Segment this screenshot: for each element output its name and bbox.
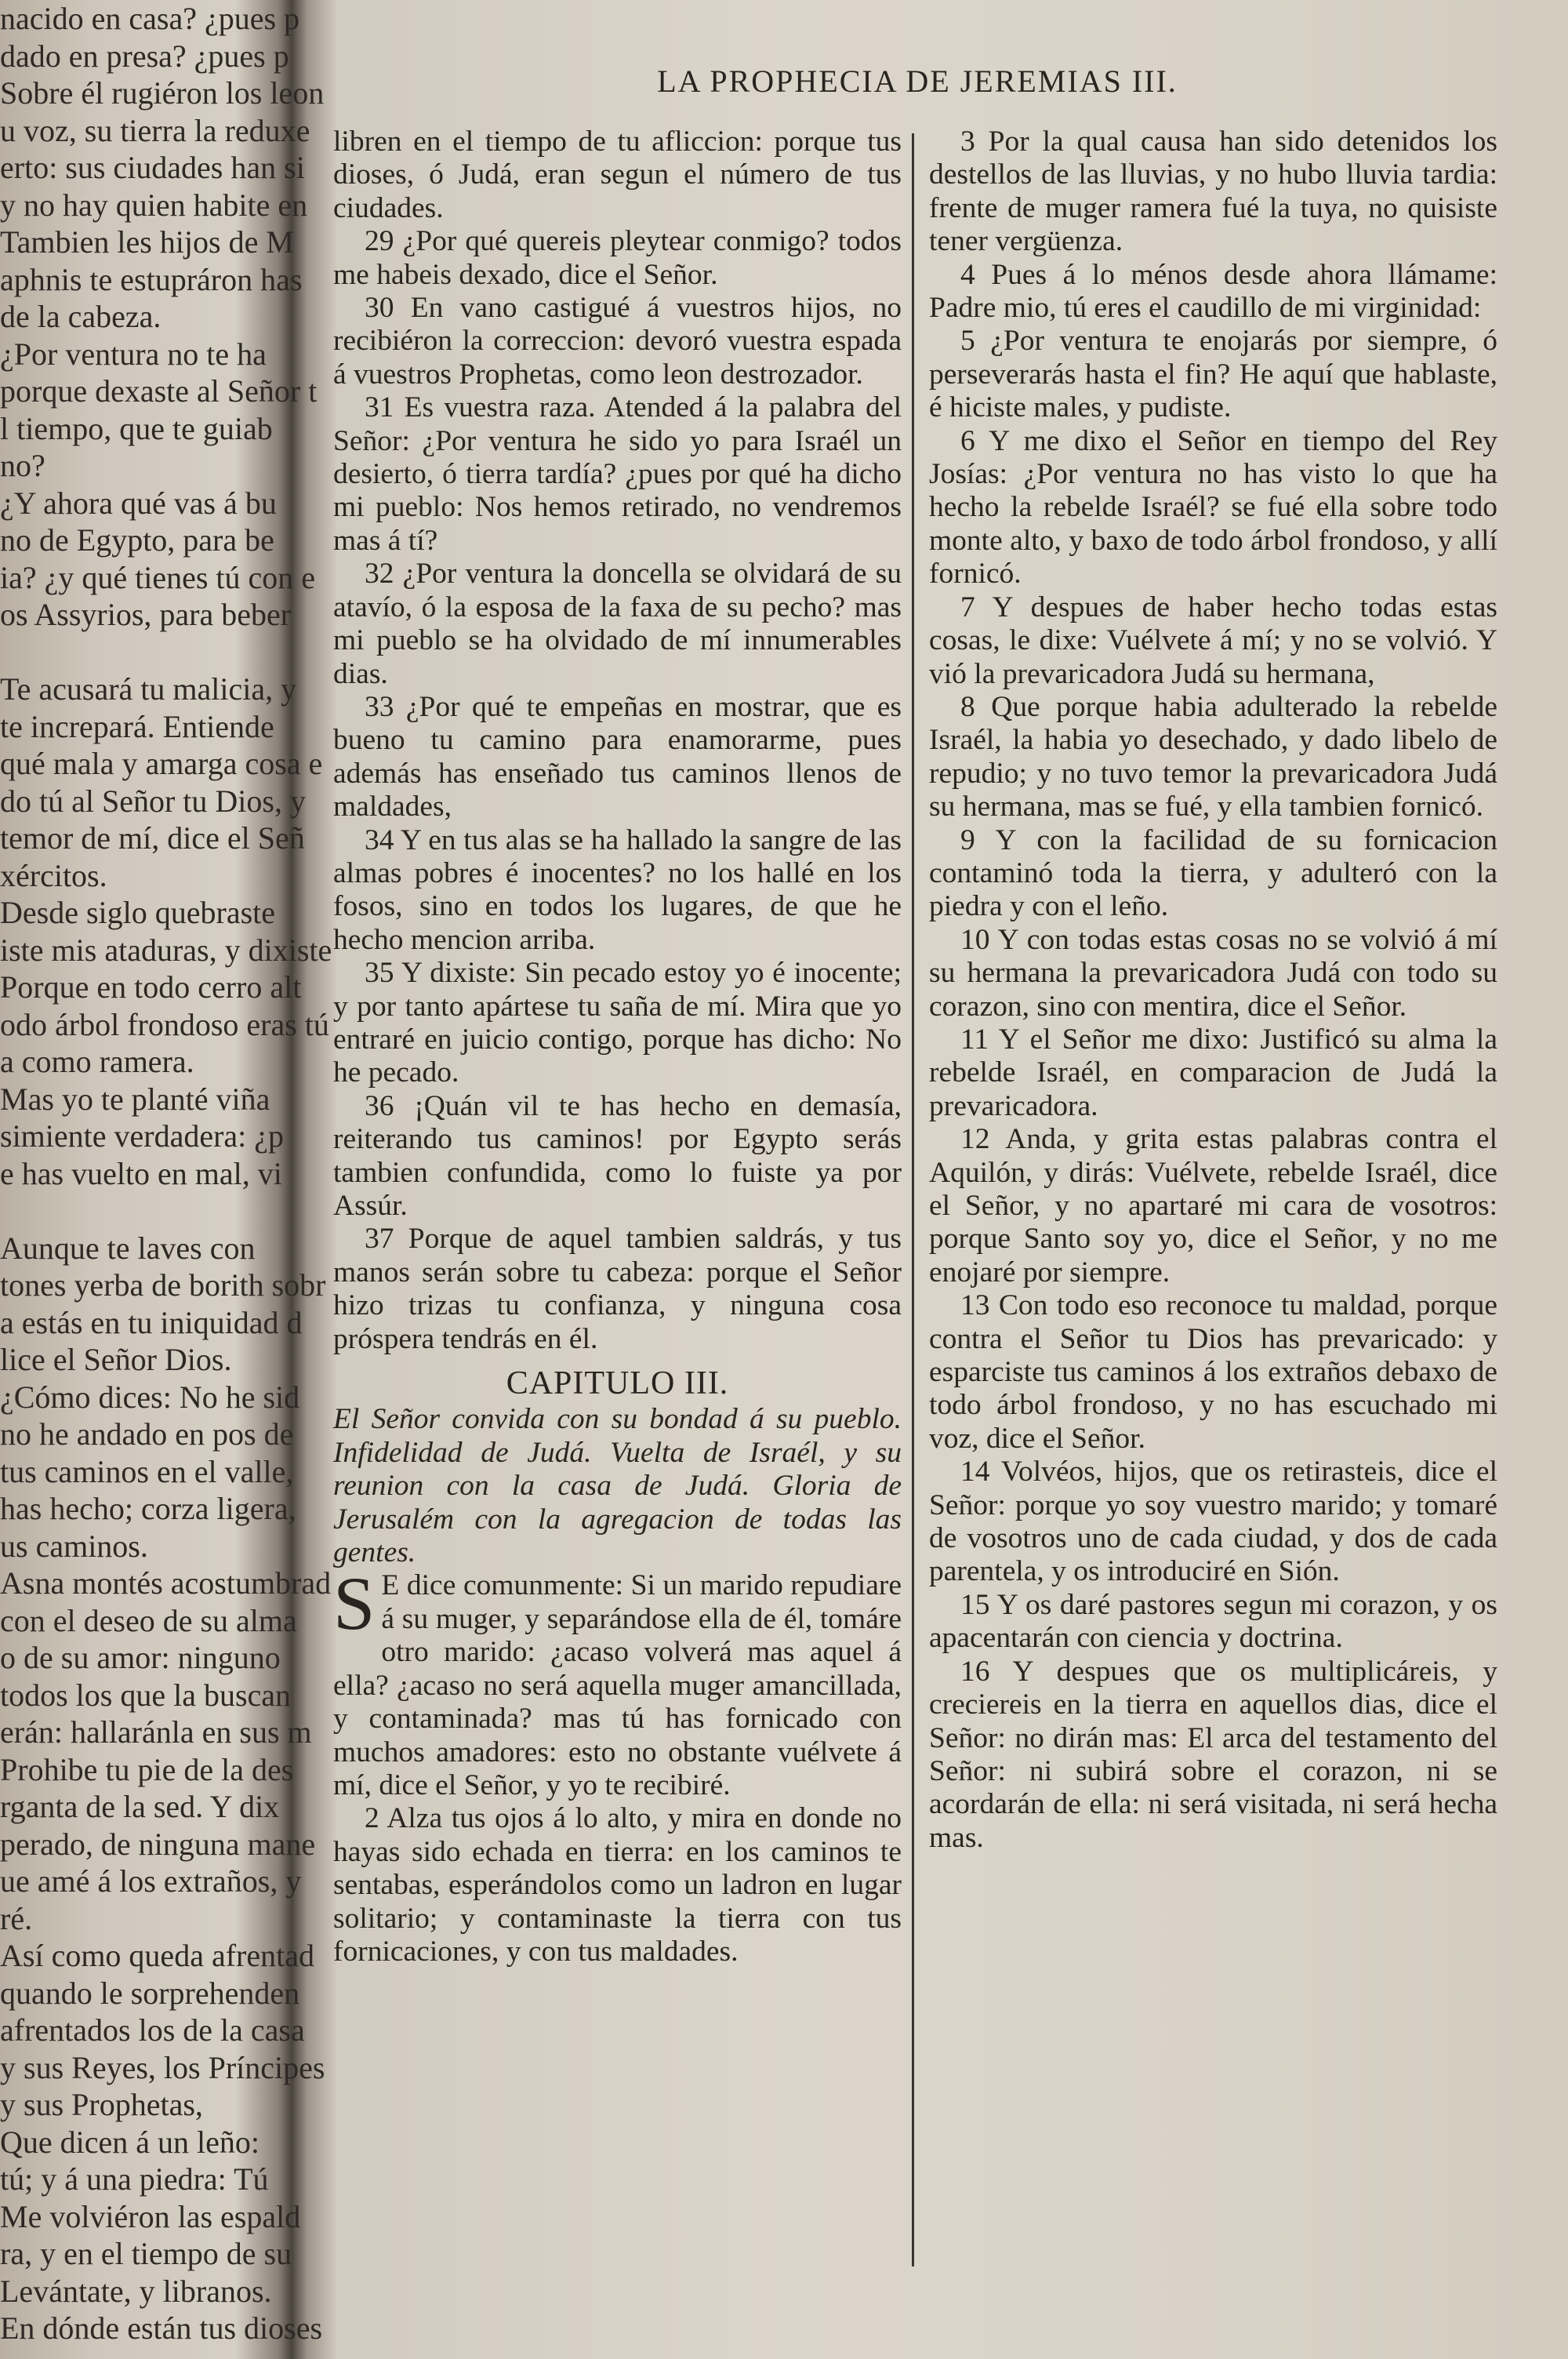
facing-page-line: xércitos. (0, 857, 107, 893)
facing-page-line: has hecho; corza ligera, (0, 1491, 296, 1526)
facing-page-line: ré. (0, 1900, 33, 1936)
facing-page-line: afrentados los de la casa (0, 2012, 305, 2048)
facing-page-line: ¿Por ventura no te ha (0, 336, 267, 372)
chapter-summary: El Señor convida con su bondad á su pueblo. Infidelidad de Judá. Vuelta de Israél, y su reunion con la casa de Judá. Gloria de Jerusalém con la agregacion de todas las gentes. (333, 1403, 902, 1569)
facing-page-line: te increpará. Entiende (0, 708, 274, 744)
verse: 4 Pues á lo ménos desde ahora llámame: Padre mio, tú eres el caudillo de mi virginidad: (929, 258, 1497, 325)
right-column (929, 125, 1497, 1855)
facing-page-line: Te acusará tu malicia, y (0, 671, 297, 707)
opening-text: libren en el tiempo de tu afliccion: porque tus dioses, ó Judá, eran segun el número de tus ciudades. (333, 125, 902, 224)
facing-page-line: odo árbol frondoso eras tú (0, 1006, 329, 1042)
facing-page-line: ue amé á los extraños, y (0, 1863, 302, 1899)
verse: 14 Volvéos, hijos, que os retirasteis, dice el Señor: porque yo soy vuestro marido; y tomaré de vosotros uno de cada ciudad, y dos de cada parentela, y os introduciré en Sión. (929, 1456, 1497, 1588)
facing-page-line: y no hay quien habite en (0, 187, 308, 223)
facing-page-line: con el deseo de su alma (0, 1602, 297, 1638)
facing-page-line: o de su amor: ninguno (0, 1640, 281, 1675)
running-header: LA PROPHECIA DE JEREMIAS III. (657, 64, 1178, 99)
verse: 29 ¿Por qué quereis pleytear conmigo? todos me habeis dexado, dice el Señor. (333, 225, 902, 291)
verse: 35 Y dixiste: Sin pecado estoy yo é inocente; y por tanto apártese tu saña de mí. Mira que yo entraré en juicio contigo, porque has dicho: No he pecado. (333, 957, 902, 1089)
facing-page-line: lice el Señor Dios. (0, 1342, 232, 1377)
column-divider (912, 133, 914, 2266)
facing-page-line: de la cabeza. (0, 299, 162, 334)
facing-page-line: porque dexaste al Señor t (0, 373, 318, 409)
verse-2: 2 Alza tus ojos á lo alto, y mira en donde no hayas sido echada en tierra: en los caminos te sentabas, esperándolos como un ladron en lugar solitario; y contaminaste la tierra con tus fornicaciones, y con tus maldades. (333, 1802, 902, 1968)
verse-1 (333, 1561, 902, 1802)
facing-page-line: qué mala y amarga cosa e (0, 746, 323, 781)
facing-page-line: tus caminos en el valle, (0, 1453, 294, 1489)
facing-page-line: rganta de la sed. Y dix (0, 1789, 280, 1824)
facing-page-line: Desde siglo quebraste (0, 895, 276, 930)
facing-page-line: En dónde están tus dioses (0, 2310, 323, 2346)
facing-page-line: e has vuelto en mal, vi (0, 1155, 282, 1191)
verse: 13 Con todo eso reconoce tu maldad, porque contra el Señor tu Dios has prevaricado: y esparciste tus caminos á los extraños debaxo de todo árbol frondoso, y no has escuchado mi voz, dice el Señor. (929, 1289, 1497, 1455)
verse: 12 Anda, y grita estas palabras contra el Aquilón, y dirás: Vuélvete, rebelde Israél, dice el Señor, y no apartaré mi cara de vosotros: porque Santo soy yo, dice el Señor, y no me enojaré por siempre. (929, 1123, 1497, 1289)
verse: 32 ¿Por ventura la doncella se olvidará de su atavío, ó la esposa de la faxa de su pecho? mas mi pueblo se ha olvidado de mí innumerables dias. (333, 558, 902, 690)
facing-page-line: Levántate, y libranos. (0, 2273, 272, 2309)
facing-page-line: os Assyrios, para beber (0, 597, 292, 632)
facing-page-line: ¿Cómo dices: No he sid (0, 1379, 300, 1415)
facing-page-line: l tiempo, que te guiab (0, 410, 273, 446)
facing-page-line: Asna montés acostumbrad (0, 1565, 332, 1601)
facing-page-line: aphnis te estupráron has (0, 261, 303, 297)
drop-cap: S (333, 1561, 376, 1646)
facing-page-line: Aunque te laves con (0, 1230, 256, 1266)
facing-page-line: quando le sorprehenden (0, 1975, 300, 2011)
facing-page-line: perado, de ninguna mane (0, 1826, 316, 1862)
verse: 7 Y despues de haber hecho todas estas cosas, le dixe: Vuélvete á mí; y no se volvió. Y vió la prevaricadora Judá su hermana, (929, 591, 1497, 690)
facing-page-line: do tú al Señor tu Dios, y (0, 783, 306, 819)
facing-page-line: ¿Y ahora qué vas á bu (0, 485, 277, 521)
facing-page-line (0, 634, 274, 671)
facing-page-line: tones yerba de borith sobr (0, 1267, 326, 1303)
verse-1-text: E dice comunmente: Si un marido repudiare á su muger, y separándose ella de él, tomáre otro marido: ¿acaso volverá mas aquel á ella? ¿acaso no será aquella muger amancillada, y contaminada? mas tú has fornicado con muchos amadores: esto no obstante vuélvete á mí, dice el Señor, y yo te recibiré. (333, 1569, 902, 1801)
verse: 31 Es vuestra raza. Atended á la palabra del Señor: ¿Por ventura he sido yo para Israél un desierto, ó tierra tardía? ¿pues por qué ha dicho mi pueblo: Nos hemos retirado, no vendremos mas á tí? (333, 391, 902, 557)
verse: 30 En vano castigué á vuestros hijos, no recibiéron la correccion: devoró vuestra espada á vuestros Prophetas, como leon destrozador. (333, 292, 902, 391)
facing-page-line: erán: hallaránla en sus m (0, 1714, 312, 1750)
facing-page-line: dado en presa? ¿pues p (0, 38, 289, 74)
verse: 15 Y os daré pastores segun mi corazon, y os apacentarán con ciencia y doctrina. (929, 1588, 1497, 1655)
facing-page-line: no he andado en pos de (0, 1416, 294, 1452)
facing-page-line: Tambien les hijos de M (0, 224, 294, 260)
facing-page-line: no? (0, 448, 45, 483)
facing-page-line: nacido en casa? ¿pues p (0, 1, 300, 36)
verse: 8 Que porque habia adulterado la rebelde Israél, la habia yo desechado, y dado libelo de repudio; y no tuvo temor la prevaricadora Judá su hermana, mas se fué, y ella tambien fornicó. (929, 690, 1497, 823)
facing-page-line: Sobre él rugiéron los leon (0, 75, 325, 111)
facing-page-line: Mas yo te planté viña (0, 1081, 270, 1117)
verse: 5 ¿Por ventura te enojarás por siempre, ó perseverarás hasta el fin? He aquí que hablaste, é hiciste males, y pudiste. (929, 325, 1497, 424)
facing-page-line: u voz, su tierra la reduxe (0, 112, 310, 148)
facing-page-line: Me volviéron las espald (0, 2198, 301, 2234)
verses-list (333, 225, 902, 1356)
facing-page-line: a estás en tu iniquidad d (0, 1304, 303, 1340)
verse: 37 Porque de aquel tambien saldrás, y tus manos serán sobre tu cabeza: porque el Señor hizo trizas tu confianza, y ninguna cosa próspera tendrás en él. (333, 1223, 902, 1355)
facing-page-line: simiente verdadera: ¿p (0, 1118, 285, 1154)
left-column (333, 125, 902, 1968)
verse: 33 ¿Por qué te empeñas en mostrar, que es bueno tu camino para enamorarme, pues además has enseñado tus caminos llenos de maldades, (333, 690, 902, 823)
verse: 10 Y con todas estas cosas no se volvió á mí su hermana la prevaricadora Judá con todo su corazon, sino con mentira, dice el Señor. (929, 923, 1497, 1023)
verse: 9 Y con la facilidad de su fornicacion contaminó toda la tierra, y adulteró con la piedra y con el leño. (929, 823, 1497, 923)
verse: 16 Y despues que os multiplicáreis, y creciereis en la tierra en aquellos dias, dice el Señor: no dirán mas: El arca del testamento del Señor: ni subirá sobre el corazon, ni se acordarán de ella: ni será visitada, ni será hecha mas. (929, 1655, 1497, 1854)
facing-page-line: erto: sus ciudades han si (0, 150, 305, 185)
facing-page-line: ia? ¿y qué tienes tú con e (0, 559, 316, 595)
facing-page-line: us caminos. (0, 1528, 148, 1564)
chapter-title: CAPITULO III. (506, 1365, 729, 1402)
facing-page-line: Porque en todo cerro alt (0, 969, 302, 1005)
verse: 34 Y en tus alas se ha hallado la sangre de las almas pobres é inocentes? no los hallé en los fosos, sino en todos los lugares, de que he hecho mencion arriba. (333, 823, 902, 956)
facing-page-line: ra, y en el tiempo de su (0, 2236, 292, 2271)
verse: 11 Y el Señor me dixo: Justificó su alma la rebelde Israél, en comparacion de Judá la prevaricadora. (929, 1023, 1497, 1122)
facing-page-line (0, 1192, 274, 1230)
facing-page-line: Que dicen á un leño: (0, 2124, 260, 2160)
verse: 6 Y me dixo el Señor en tiempo del Rey Josías: ¿Por ventura no has visto lo que ha hecho la rebelde Israél? se fué ella sobre todo monte alto, y baxo de todo árbol frondoso, y allí fornicó. (929, 424, 1497, 591)
facing-page-line: Prohibe tu pie de la des (0, 1751, 294, 1787)
verse: 3 Por la qual causa han sido detenidos los destellos de las lluvias, y no hubo lluvia tardia: frente de muger ramera fué la tuya, no quisiste tener vergüenza. (929, 125, 1497, 258)
facing-page-line: a como ramera. (0, 1044, 194, 1079)
facing-page-line: y sus Reyes, los Príncipes (0, 2049, 325, 2085)
facing-page-line: y sus Prophetas, (0, 2087, 203, 2122)
facing-page-fragment (0, 0, 332, 2359)
facing-page-line: Así como queda afrentad (0, 1938, 314, 1973)
facing-page-line: iste mis ataduras, y dixiste (0, 932, 332, 968)
facing-page-line: todos los que la buscan (0, 1677, 292, 1713)
facing-page-line: tú; y á una piedra: Tú (0, 2161, 269, 2197)
facing-page-line: no de Egypto, para be (0, 522, 274, 558)
verse: 36 ¡Quán vil te has hecho en demasía, reiterando tus caminos! por Egypto serás tambien confundida, como lo fuiste ya por Assúr. (333, 1089, 902, 1222)
facing-page-line: temor de mí, dice el Señ (0, 820, 305, 856)
